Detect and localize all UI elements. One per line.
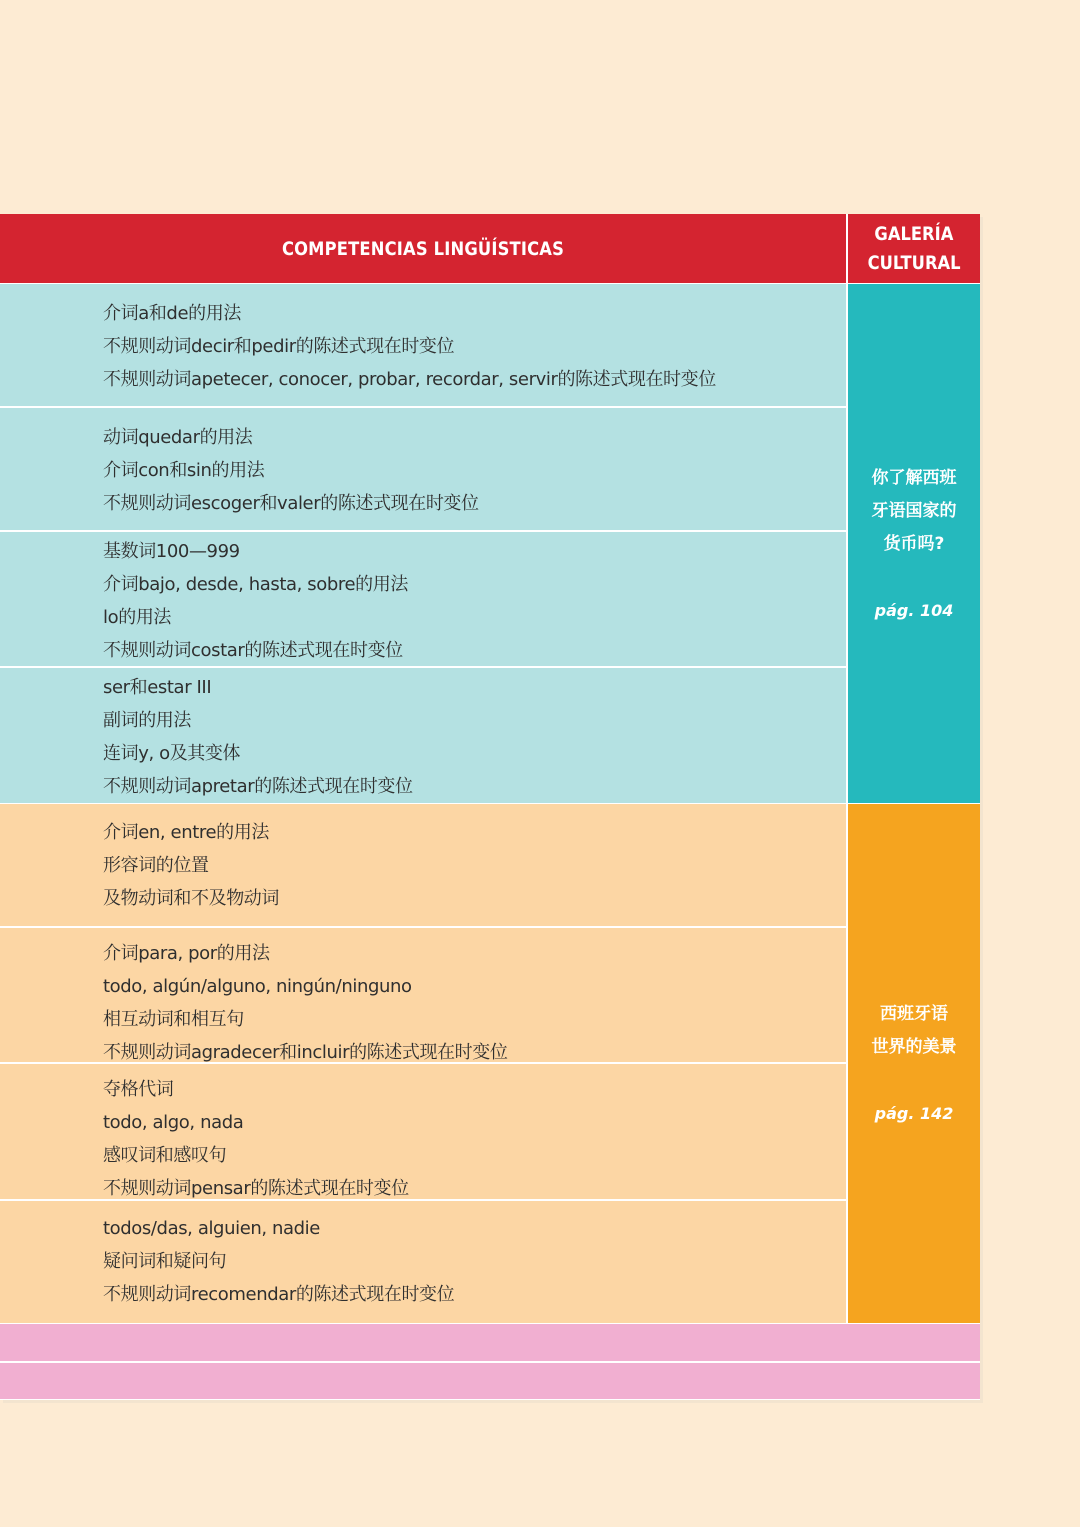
table-row — [0, 284, 846, 406]
gallery-title-line: 货币吗? — [883, 534, 945, 554]
gallery-page-ref: pág. 104 — [874, 601, 954, 620]
header-competencias — [0, 214, 846, 283]
topic-item: 介词en, entre的用法 — [103, 822, 269, 843]
topic-item: 疑问词和疑问句 — [103, 1251, 227, 1272]
topic-item: todo, algún/alguno, ningún/ninguno — [103, 976, 412, 997]
topic-item: 夺格代词 — [103, 1079, 174, 1100]
topic-item: todos/das, alguien, nadie — [103, 1218, 320, 1239]
topic-item: 形容词的位置 — [103, 855, 209, 876]
topic-item: 介词para, por的用法 — [103, 943, 270, 964]
topic-item: 不规则动词apretar的陈述式现在时变位 — [103, 776, 413, 797]
table-row — [0, 1201, 846, 1323]
table-row — [0, 408, 846, 530]
topic-item: 不规则动词apetecer, conocer, probar, recordar, servir的陈述式现在时变位 — [103, 369, 716, 390]
header-competencias-label: COMPETENCIAS LINGÜÍSTICAS — [281, 237, 565, 260]
topic-item: 不规则动词pensar的陈述式现在时变位 — [103, 1178, 409, 1199]
empty-row — [0, 1324, 980, 1361]
topic-item: 不规则动词agradecer和incluir的陈述式现在时变位 — [103, 1042, 508, 1062]
table-row — [0, 532, 846, 666]
topic-item: ser和estar III — [103, 677, 212, 698]
gallery-title-line: 你了解西班 — [871, 468, 957, 488]
topic-item: 不规则动词escoger和valer的陈述式现在时变位 — [103, 493, 479, 514]
gallery-title-line: 西班牙语 — [880, 1004, 948, 1024]
table-row — [0, 668, 846, 803]
header-galeria-line1: GALERÍA — [874, 222, 954, 245]
topic-item: 感叹词和感叹句 — [103, 1145, 227, 1166]
topic-item: 不规则动词recomendar的陈述式现在时变位 — [103, 1284, 455, 1305]
topic-item: 动词quedar的用法 — [103, 427, 253, 448]
gallery-page-ref: pág. 142 — [874, 1104, 954, 1123]
topic-item: 介词con和sin的用法 — [103, 460, 265, 481]
topic-item: 不规则动词decir和pedir的陈述式现在时变位 — [103, 336, 455, 357]
table-row — [0, 928, 846, 1062]
syllabus-table — [0, 214, 980, 1400]
gallery-title-line: 牙语国家的 — [871, 501, 957, 521]
topic-item: 连词y, o及其变体 — [103, 743, 241, 764]
table-row — [0, 1064, 846, 1199]
topic-item: todo, algo, nada — [103, 1112, 244, 1133]
gallery-cell-teal — [848, 284, 980, 803]
topic-item: 不规则动词costar的陈述式现在时变位 — [103, 640, 403, 661]
empty-row — [0, 1363, 980, 1399]
table-row — [0, 804, 846, 926]
topic-item: 及物动词和不及物动词 — [103, 888, 279, 909]
gallery-title-line: 世界的美景 — [871, 1037, 957, 1057]
topic-item: 介词bajo, desde, hasta, sobre的用法 — [103, 574, 408, 595]
topic-item: 相互动词和相互句 — [103, 1009, 244, 1030]
topic-item: 基数词100—999 — [103, 541, 240, 562]
gallery-cell-orange — [848, 804, 980, 1323]
topic-item: lo的用法 — [103, 607, 172, 628]
topic-item: 介词a和de的用法 — [103, 303, 241, 324]
header-galeria-line2: CULTURAL — [867, 251, 961, 274]
header-galeria — [848, 214, 980, 283]
topic-item: 副词的用法 — [103, 710, 191, 731]
